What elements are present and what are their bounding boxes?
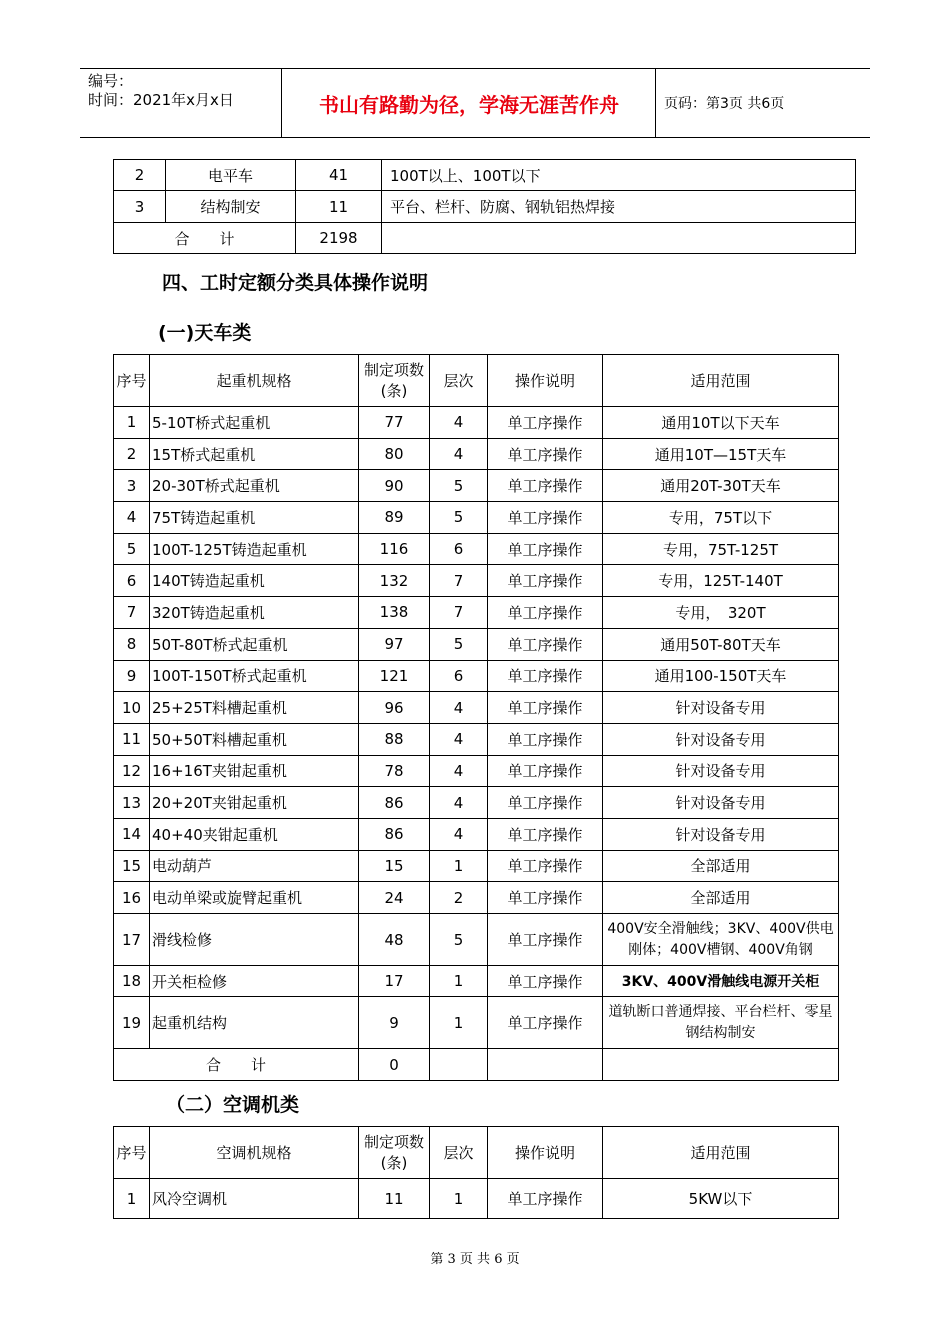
item-count: 88 <box>359 723 430 755</box>
item-count: 41 <box>296 160 382 191</box>
item-count: 9 <box>359 997 430 1049</box>
column-header: 制定项数(条) <box>359 1127 430 1179</box>
category-description: 100T以上、100T以下 <box>382 160 856 191</box>
row-number: 10 <box>114 692 150 724</box>
level: 6 <box>430 533 488 565</box>
empty-cell <box>603 1049 839 1081</box>
level: 4 <box>430 755 488 787</box>
total-value: 0 <box>359 1049 430 1081</box>
level: 5 <box>430 502 488 534</box>
applicable-scope: 3KV、400V滑触线电源开关柜 <box>603 966 839 997</box>
column-header: 操作说明 <box>488 355 603 407</box>
row-number: 5 <box>114 533 150 565</box>
table-row <box>114 438 839 470</box>
row-number: 9 <box>114 660 150 692</box>
category-description: 平台、栏杆、防腐、钢轨铝热焊接 <box>382 191 856 223</box>
row-number: 7 <box>114 597 150 629</box>
item-count: 80 <box>359 438 430 470</box>
table-row <box>114 723 839 755</box>
applicable-scope: 通用10T以下天车 <box>603 407 839 439</box>
operation-note: 单工序操作 <box>488 787 603 819</box>
operation-note: 单工序操作 <box>488 914 603 966</box>
row-number: 18 <box>114 966 150 997</box>
crane-spec: 25+25T料槽起重机 <box>150 692 359 724</box>
row-number: 19 <box>114 997 150 1049</box>
applicable-scope: 全部适用 <box>603 850 839 882</box>
row-number: 3 <box>114 470 150 502</box>
level: 7 <box>430 565 488 597</box>
crane-spec: 电动葫芦 <box>150 850 359 882</box>
item-count: 86 <box>359 787 430 819</box>
item-count: 24 <box>359 882 430 914</box>
column-header: 空调机规格 <box>150 1127 359 1179</box>
applicable-scope: 通用50T-80T天车 <box>603 628 839 660</box>
crane-spec: 16+16T夹钳起重机 <box>150 755 359 787</box>
table-row <box>114 502 839 534</box>
table-row <box>114 533 839 565</box>
item-count: 77 <box>359 407 430 439</box>
applicable-scope: 通用20T-30T天车 <box>603 470 839 502</box>
ac-table <box>113 1126 839 1219</box>
row-number: 17 <box>114 914 150 966</box>
crane-table <box>113 354 839 1081</box>
operation-note: 单工序操作 <box>488 565 603 597</box>
applicable-scope: 5KW以下 <box>603 1179 839 1219</box>
table-row <box>114 787 839 819</box>
level: 4 <box>430 818 488 850</box>
applicable-scope: 全部适用 <box>603 882 839 914</box>
operation-note: 单工序操作 <box>488 660 603 692</box>
item-count: 17 <box>359 966 430 997</box>
applicable-scope: 专用，75T-125T <box>603 533 839 565</box>
crane-spec: 开关柜检修 <box>150 966 359 997</box>
item-count: 11 <box>296 191 382 223</box>
operation-note: 单工序操作 <box>488 1179 603 1219</box>
column-header: 序号 <box>114 355 150 407</box>
level: 5 <box>430 914 488 966</box>
table-row <box>114 692 839 724</box>
level: 5 <box>430 470 488 502</box>
operation-note: 单工序操作 <box>488 966 603 997</box>
row-number: 16 <box>114 882 150 914</box>
table-row <box>114 1179 839 1219</box>
row-number: 1 <box>114 407 150 439</box>
crane-spec: 滑线检修 <box>150 914 359 966</box>
summary-table <box>113 159 856 254</box>
table-row <box>114 160 856 191</box>
crane-spec: 电动单梁或旋臂起重机 <box>150 882 359 914</box>
row-number: 6 <box>114 565 150 597</box>
row-number: 12 <box>114 755 150 787</box>
table-row <box>114 565 839 597</box>
row-number: 13 <box>114 787 150 819</box>
level: 4 <box>430 692 488 724</box>
operation-note: 单工序操作 <box>488 533 603 565</box>
row-number: 11 <box>114 723 150 755</box>
header-meta <box>80 69 282 137</box>
row-number: 2 <box>114 160 166 191</box>
operation-note: 单工序操作 <box>488 502 603 534</box>
crane-spec: 5-10T桥式起重机 <box>150 407 359 439</box>
level: 4 <box>430 723 488 755</box>
table-row <box>114 850 839 882</box>
operation-note: 单工序操作 <box>488 407 603 439</box>
crane-spec: 50+50T料槽起重机 <box>150 723 359 755</box>
item-count: 96 <box>359 692 430 724</box>
subsection-title-ac: （二）空调机类 <box>166 1094 300 1116</box>
operation-note: 单工序操作 <box>488 628 603 660</box>
table-row <box>114 818 839 850</box>
operation-note: 单工序操作 <box>488 755 603 787</box>
item-count: 90 <box>359 470 430 502</box>
row-number: 1 <box>114 1179 150 1219</box>
table-row <box>114 914 839 966</box>
operation-note: 单工序操作 <box>488 818 603 850</box>
table-header-row <box>114 355 839 407</box>
subsection-title-crane: (一)天车类 <box>158 322 252 344</box>
page-header <box>80 68 870 138</box>
item-count: 11 <box>359 1179 430 1219</box>
item-count: 121 <box>359 660 430 692</box>
crane-spec: 40+40夹钳起重机 <box>150 818 359 850</box>
item-count: 138 <box>359 597 430 629</box>
total-value: 2198 <box>296 223 382 254</box>
level: 4 <box>430 407 488 439</box>
column-header: 起重机规格 <box>150 355 359 407</box>
crane-spec: 20+20T夹钳起重机 <box>150 787 359 819</box>
item-count: 78 <box>359 755 430 787</box>
applicable-scope: 道轨断口普通焊接、平台栏杆、零星钢结构制安 <box>603 997 839 1049</box>
crane-spec: 100T-150T桥式起重机 <box>150 660 359 692</box>
applicable-scope: 专用，125T-140T <box>603 565 839 597</box>
item-count: 15 <box>359 850 430 882</box>
empty-cell <box>430 1049 488 1081</box>
table-row <box>114 628 839 660</box>
level: 6 <box>430 660 488 692</box>
crane-spec: 15T桥式起重机 <box>150 438 359 470</box>
operation-note: 单工序操作 <box>488 470 603 502</box>
operation-note: 单工序操作 <box>488 723 603 755</box>
item-count: 116 <box>359 533 430 565</box>
table-row <box>114 755 839 787</box>
operation-note: 单工序操作 <box>488 597 603 629</box>
operation-note: 单工序操作 <box>488 692 603 724</box>
level: 1 <box>430 850 488 882</box>
crane-spec: 75T铸造起重机 <box>150 502 359 534</box>
row-number: 8 <box>114 628 150 660</box>
row-number: 3 <box>114 191 166 223</box>
ac-spec: 风冷空调机 <box>150 1179 359 1219</box>
column-header: 适用范围 <box>603 355 839 407</box>
header-motto: 书山有路勤为径，学海无涯苦作舟 <box>283 69 656 137</box>
item-count: 132 <box>359 565 430 597</box>
row-number: 2 <box>114 438 150 470</box>
table-row <box>114 997 839 1049</box>
table-row <box>114 470 839 502</box>
row-number: 4 <box>114 502 150 534</box>
total-label: 合 计 <box>114 1049 359 1081</box>
column-header: 适用范围 <box>603 1127 839 1179</box>
column-header: 制定项数(条) <box>359 355 430 407</box>
table-row <box>114 597 839 629</box>
applicable-scope: 400V安全滑触线；3KV、400V供电刚体；400V槽钢、400V角钢 <box>603 914 839 966</box>
crane-spec: 50T-80T桥式起重机 <box>150 628 359 660</box>
column-header: 操作说明 <box>488 1127 603 1179</box>
page-footer: 第 3 页 共 6 页 <box>430 1252 520 1267</box>
empty-cell <box>488 1049 603 1081</box>
applicable-scope: 通用100-150T天车 <box>603 660 839 692</box>
applicable-scope: 针对设备专用 <box>603 818 839 850</box>
document-time: 时间：2021年x月x日 <box>88 91 234 109</box>
applicable-scope: 通用10T—15T天车 <box>603 438 839 470</box>
operation-note: 单工序操作 <box>488 882 603 914</box>
category-name: 电平车 <box>166 160 296 191</box>
document-number-label: 编号： <box>88 72 134 90</box>
level: 4 <box>430 438 488 470</box>
applicable-scope: 专用， 320T <box>603 597 839 629</box>
applicable-scope: 专用，75T以下 <box>603 502 839 534</box>
crane-spec: 100T-125T铸造起重机 <box>150 533 359 565</box>
header-page-info: 页码：第3页 共6页 <box>664 96 785 112</box>
operation-note: 单工序操作 <box>488 438 603 470</box>
level: 1 <box>430 997 488 1049</box>
table-row <box>114 407 839 439</box>
item-count: 89 <box>359 502 430 534</box>
column-header: 层次 <box>430 1127 488 1179</box>
category-name: 结构制安 <box>166 191 296 223</box>
section-title: 四、工时定额分类具体操作说明 <box>162 272 429 294</box>
applicable-scope: 针对设备专用 <box>603 787 839 819</box>
applicable-scope: 针对设备专用 <box>603 692 839 724</box>
table-header-row <box>114 1127 839 1179</box>
operation-note: 单工序操作 <box>488 997 603 1049</box>
total-label: 合 计 <box>114 223 296 254</box>
item-count: 86 <box>359 818 430 850</box>
operation-note: 单工序操作 <box>488 850 603 882</box>
table-row <box>114 882 839 914</box>
level: 5 <box>430 628 488 660</box>
applicable-scope: 针对设备专用 <box>603 723 839 755</box>
crane-spec: 起重机结构 <box>150 997 359 1049</box>
table-row <box>114 660 839 692</box>
total-row <box>114 223 856 254</box>
crane-spec: 20-30T桥式起重机 <box>150 470 359 502</box>
level: 1 <box>430 966 488 997</box>
column-header: 序号 <box>114 1127 150 1179</box>
item-count: 97 <box>359 628 430 660</box>
level: 7 <box>430 597 488 629</box>
crane-spec: 320T铸造起重机 <box>150 597 359 629</box>
row-number: 15 <box>114 850 150 882</box>
applicable-scope: 针对设备专用 <box>603 755 839 787</box>
empty-cell <box>382 223 856 254</box>
table-row <box>114 966 839 997</box>
table-row <box>114 191 856 223</box>
level: 2 <box>430 882 488 914</box>
level: 4 <box>430 787 488 819</box>
column-header: 层次 <box>430 355 488 407</box>
level: 1 <box>430 1179 488 1219</box>
total-row <box>114 1049 839 1081</box>
item-count: 48 <box>359 914 430 966</box>
row-number: 14 <box>114 818 150 850</box>
crane-spec: 140T铸造起重机 <box>150 565 359 597</box>
